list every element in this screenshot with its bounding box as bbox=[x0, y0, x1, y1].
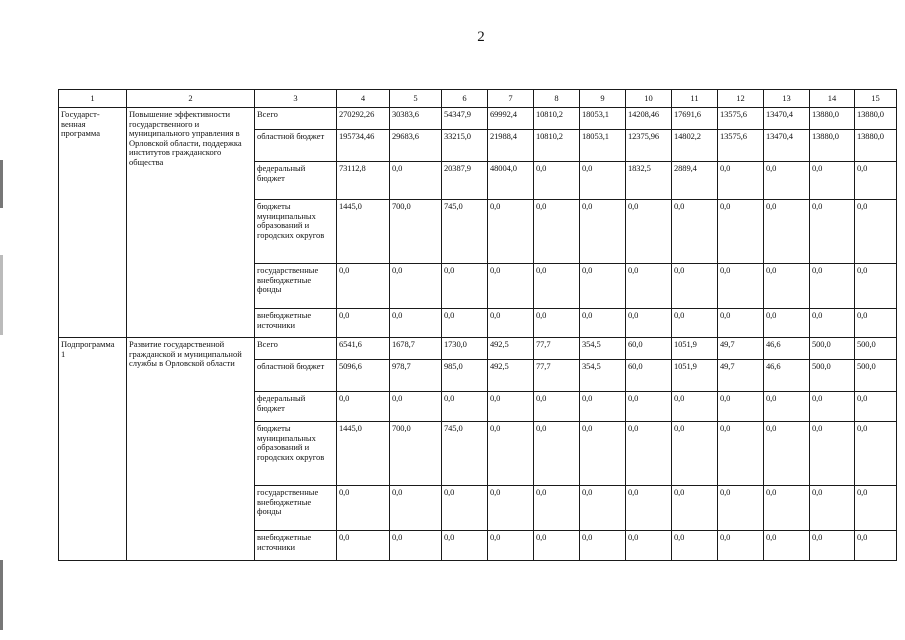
value-cell: 0,0 bbox=[855, 200, 897, 264]
value-cell: 0,0 bbox=[488, 422, 534, 486]
value-cell: 0,0 bbox=[855, 309, 897, 338]
table-row bbox=[59, 108, 897, 130]
value-cell: 13470,4 bbox=[764, 108, 810, 130]
value-cell: 0,0 bbox=[488, 264, 534, 309]
column-number-3: 3 bbox=[255, 90, 337, 108]
value-cell: 30383,6 bbox=[390, 108, 442, 130]
value-cell: 0,0 bbox=[580, 200, 626, 264]
column-number-4: 4 bbox=[337, 90, 390, 108]
funding-source-cell: областной бюджет bbox=[255, 360, 337, 392]
value-cell: 2889,4 bbox=[672, 162, 718, 200]
value-cell: 18053,1 bbox=[580, 108, 626, 130]
value-cell: 0,0 bbox=[337, 309, 390, 338]
value-cell: 0,0 bbox=[626, 264, 672, 309]
value-cell: 0,0 bbox=[488, 309, 534, 338]
value-cell: 0,0 bbox=[337, 486, 390, 531]
funding-source-cell: федеральный бюджет bbox=[255, 392, 337, 422]
budget-table bbox=[58, 89, 897, 561]
value-cell: 73112,8 bbox=[337, 162, 390, 200]
value-cell: 0,0 bbox=[855, 531, 897, 561]
value-cell: 0,0 bbox=[442, 392, 488, 422]
value-cell: 54347,9 bbox=[442, 108, 488, 130]
value-cell: 33215,0 bbox=[442, 130, 488, 162]
scan-edge-mark bbox=[0, 255, 3, 335]
value-cell: 0,0 bbox=[855, 422, 897, 486]
value-cell: 0,0 bbox=[672, 200, 718, 264]
column-number-12: 12 bbox=[718, 90, 764, 108]
value-cell: 0,0 bbox=[855, 162, 897, 200]
value-cell: 13575,6 bbox=[718, 108, 764, 130]
value-cell: 10810,2 bbox=[534, 108, 580, 130]
value-cell: 0,0 bbox=[764, 309, 810, 338]
funding-source-cell: государственные внебюджетные фонды bbox=[255, 264, 337, 309]
value-cell: 1445,0 bbox=[337, 422, 390, 486]
value-cell: 0,0 bbox=[810, 392, 855, 422]
value-cell: 13575,6 bbox=[718, 130, 764, 162]
value-cell: 985,0 bbox=[442, 360, 488, 392]
value-cell: 0,0 bbox=[672, 422, 718, 486]
funding-source-cell: бюджеты муниципальных образований и городских округов bbox=[255, 200, 337, 264]
value-cell: 0,0 bbox=[764, 422, 810, 486]
value-cell: 1051,9 bbox=[672, 360, 718, 392]
value-cell: 77,7 bbox=[534, 360, 580, 392]
value-cell: 500,0 bbox=[855, 338, 897, 360]
scan-edge-mark bbox=[0, 160, 3, 208]
value-cell: 700,0 bbox=[390, 422, 442, 486]
value-cell: 0,0 bbox=[764, 264, 810, 309]
value-cell: 0,0 bbox=[672, 392, 718, 422]
column-number-15: 15 bbox=[855, 90, 897, 108]
value-cell: 1730,0 bbox=[442, 338, 488, 360]
column-number-row bbox=[59, 90, 897, 108]
value-cell: 354,5 bbox=[580, 360, 626, 392]
value-cell: 0,0 bbox=[626, 486, 672, 531]
value-cell: 20387,9 bbox=[442, 162, 488, 200]
value-cell: 0,0 bbox=[580, 162, 626, 200]
value-cell: 0,0 bbox=[626, 422, 672, 486]
column-number-9: 9 bbox=[580, 90, 626, 108]
program-type-cell: Государст- венная программа bbox=[59, 108, 127, 338]
funding-source-cell: внебюджетные источники bbox=[255, 531, 337, 561]
value-cell: 0,0 bbox=[810, 200, 855, 264]
value-cell: 0,0 bbox=[390, 264, 442, 309]
value-cell: 0,0 bbox=[442, 486, 488, 531]
value-cell: 69992,4 bbox=[488, 108, 534, 130]
value-cell: 492,5 bbox=[488, 360, 534, 392]
value-cell: 0,0 bbox=[580, 309, 626, 338]
value-cell: 0,0 bbox=[764, 200, 810, 264]
value-cell: 0,0 bbox=[580, 422, 626, 486]
funding-source-cell: внебюджетные источники bbox=[255, 309, 337, 338]
value-cell: 0,0 bbox=[810, 531, 855, 561]
value-cell: 0,0 bbox=[855, 486, 897, 531]
value-cell: 0,0 bbox=[672, 486, 718, 531]
value-cell: 10810,2 bbox=[534, 130, 580, 162]
column-number-14: 14 bbox=[810, 90, 855, 108]
value-cell: 492,5 bbox=[488, 338, 534, 360]
value-cell: 0,0 bbox=[534, 392, 580, 422]
column-number-11: 11 bbox=[672, 90, 718, 108]
value-cell: 0,0 bbox=[672, 531, 718, 561]
value-cell: 0,0 bbox=[390, 486, 442, 531]
scan-edge-mark bbox=[0, 560, 3, 630]
value-cell: 5096,6 bbox=[337, 360, 390, 392]
table-row bbox=[59, 338, 897, 360]
value-cell: 0,0 bbox=[580, 531, 626, 561]
value-cell: 0,0 bbox=[764, 392, 810, 422]
value-cell: 0,0 bbox=[718, 392, 764, 422]
value-cell: 49,7 bbox=[718, 338, 764, 360]
value-cell: 17691,6 bbox=[672, 108, 718, 130]
value-cell: 0,0 bbox=[672, 264, 718, 309]
value-cell: 0,0 bbox=[810, 422, 855, 486]
column-number-1: 1 bbox=[59, 90, 127, 108]
funding-source-cell: федеральный бюджет bbox=[255, 162, 337, 200]
value-cell: 0,0 bbox=[718, 162, 764, 200]
value-cell: 13880,0 bbox=[810, 130, 855, 162]
value-cell: 0,0 bbox=[764, 162, 810, 200]
value-cell: 0,0 bbox=[718, 422, 764, 486]
value-cell: 745,0 bbox=[442, 422, 488, 486]
value-cell: 0,0 bbox=[810, 264, 855, 309]
value-cell: 0,0 bbox=[626, 392, 672, 422]
value-cell: 1051,9 bbox=[672, 338, 718, 360]
value-cell: 77,7 bbox=[534, 338, 580, 360]
value-cell: 60,0 bbox=[626, 360, 672, 392]
value-cell: 0,0 bbox=[534, 162, 580, 200]
value-cell: 0,0 bbox=[718, 486, 764, 531]
value-cell: 500,0 bbox=[855, 360, 897, 392]
column-number-7: 7 bbox=[488, 90, 534, 108]
funding-source-cell: областной бюджет bbox=[255, 130, 337, 162]
program-type-cell: Подпрограмма 1 bbox=[59, 338, 127, 561]
value-cell: 0,0 bbox=[488, 200, 534, 264]
value-cell: 0,0 bbox=[855, 392, 897, 422]
page-number: 2 bbox=[477, 29, 485, 45]
value-cell: 29683,6 bbox=[390, 130, 442, 162]
value-cell: 0,0 bbox=[672, 309, 718, 338]
value-cell: 0,0 bbox=[718, 309, 764, 338]
value-cell: 0,0 bbox=[390, 309, 442, 338]
value-cell: 0,0 bbox=[390, 392, 442, 422]
program-name-cell: Повышение эффективности государственного и муниципального управления в Орловской области, поддержка институтов гражданского общества bbox=[127, 108, 255, 338]
value-cell: 978,7 bbox=[390, 360, 442, 392]
value-cell: 14208,46 bbox=[626, 108, 672, 130]
value-cell: 0,0 bbox=[534, 531, 580, 561]
value-cell: 0,0 bbox=[390, 162, 442, 200]
value-cell: 0,0 bbox=[442, 531, 488, 561]
value-cell: 21988,4 bbox=[488, 130, 534, 162]
value-cell: 0,0 bbox=[626, 309, 672, 338]
column-number-8: 8 bbox=[534, 90, 580, 108]
column-number-5: 5 bbox=[390, 90, 442, 108]
value-cell: 13880,0 bbox=[810, 108, 855, 130]
value-cell: 18053,1 bbox=[580, 130, 626, 162]
value-cell: 0,0 bbox=[488, 531, 534, 561]
value-cell: 0,0 bbox=[442, 309, 488, 338]
value-cell: 0,0 bbox=[534, 309, 580, 338]
value-cell: 0,0 bbox=[764, 531, 810, 561]
value-cell: 48004,0 bbox=[488, 162, 534, 200]
value-cell: 0,0 bbox=[337, 531, 390, 561]
value-cell: 13880,0 bbox=[855, 108, 897, 130]
value-cell: 500,0 bbox=[810, 338, 855, 360]
value-cell: 700,0 bbox=[390, 200, 442, 264]
column-number-2: 2 bbox=[127, 90, 255, 108]
value-cell: 0,0 bbox=[718, 264, 764, 309]
value-cell: 0,0 bbox=[764, 486, 810, 531]
value-cell: 0,0 bbox=[810, 486, 855, 531]
value-cell: 60,0 bbox=[626, 338, 672, 360]
funding-source-cell: Всего bbox=[255, 108, 337, 130]
value-cell: 0,0 bbox=[810, 309, 855, 338]
value-cell: 0,0 bbox=[855, 264, 897, 309]
value-cell: 0,0 bbox=[810, 162, 855, 200]
column-number-13: 13 bbox=[764, 90, 810, 108]
value-cell: 0,0 bbox=[534, 264, 580, 309]
value-cell: 0,0 bbox=[534, 200, 580, 264]
value-cell: 0,0 bbox=[488, 486, 534, 531]
value-cell: 0,0 bbox=[390, 531, 442, 561]
value-cell: 0,0 bbox=[718, 200, 764, 264]
value-cell: 6541,6 bbox=[337, 338, 390, 360]
funding-source-cell: бюджеты муниципальных образований и городских округов bbox=[255, 422, 337, 486]
value-cell: 1445,0 bbox=[337, 200, 390, 264]
value-cell: 1832,5 bbox=[626, 162, 672, 200]
value-cell: 0,0 bbox=[580, 486, 626, 531]
column-number-10: 10 bbox=[626, 90, 672, 108]
value-cell: 13880,0 bbox=[855, 130, 897, 162]
value-cell: 46,6 bbox=[764, 360, 810, 392]
funding-source-cell: государственные внебюджетные фонды bbox=[255, 486, 337, 531]
value-cell: 0,0 bbox=[718, 531, 764, 561]
value-cell: 270292,26 bbox=[337, 108, 390, 130]
value-cell: 195734,46 bbox=[337, 130, 390, 162]
value-cell: 0,0 bbox=[488, 392, 534, 422]
value-cell: 745,0 bbox=[442, 200, 488, 264]
value-cell: 0,0 bbox=[580, 264, 626, 309]
value-cell: 0,0 bbox=[534, 422, 580, 486]
value-cell: 0,0 bbox=[442, 264, 488, 309]
value-cell: 14802,2 bbox=[672, 130, 718, 162]
value-cell: 500,0 bbox=[810, 360, 855, 392]
funding-source-cell: Всего bbox=[255, 338, 337, 360]
value-cell: 0,0 bbox=[626, 200, 672, 264]
value-cell: 0,0 bbox=[337, 392, 390, 422]
value-cell: 0,0 bbox=[534, 486, 580, 531]
program-name-cell: Развитие государственной гражданской и муниципальной службы в Орловской области bbox=[127, 338, 255, 561]
value-cell: 354,5 bbox=[580, 338, 626, 360]
value-cell: 13470,4 bbox=[764, 130, 810, 162]
column-number-6: 6 bbox=[442, 90, 488, 108]
value-cell: 0,0 bbox=[626, 531, 672, 561]
value-cell: 1678,7 bbox=[390, 338, 442, 360]
value-cell: 12375,96 bbox=[626, 130, 672, 162]
value-cell: 49,7 bbox=[718, 360, 764, 392]
value-cell: 46,6 bbox=[764, 338, 810, 360]
value-cell: 0,0 bbox=[580, 392, 626, 422]
value-cell: 0,0 bbox=[337, 264, 390, 309]
